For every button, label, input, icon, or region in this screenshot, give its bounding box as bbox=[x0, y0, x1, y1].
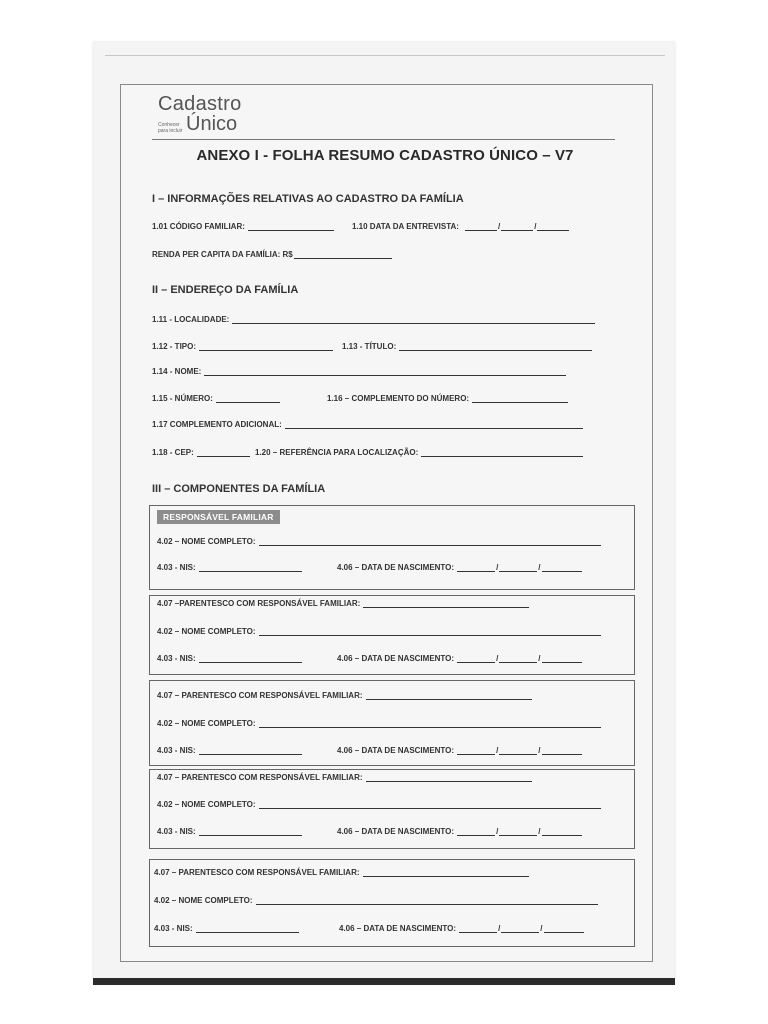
nis-input[interactable] bbox=[199, 654, 302, 663]
nis-label: 4.03 - NIS: bbox=[157, 746, 196, 755]
nome-completo-input[interactable] bbox=[259, 537, 601, 546]
member-1-nis-field bbox=[157, 563, 302, 572]
member-4-nascimento-field: 4.06 – DATA DE NASCIMENTO: / / bbox=[337, 827, 582, 836]
parentesco-input[interactable] bbox=[363, 599, 529, 608]
entrevista-day-input[interactable] bbox=[465, 222, 497, 231]
localidade-label: 1.11 - LOCALIDADE: bbox=[152, 315, 230, 324]
member-2-nis-field bbox=[157, 654, 302, 663]
section-1-title: I – INFORMAÇÕES RELATIVAS AO CADASTRO DA FAMÍLIA bbox=[152, 193, 464, 205]
complemento-adicional-field bbox=[152, 420, 583, 429]
complemento-numero-input[interactable] bbox=[472, 394, 568, 403]
nascimento-day-input[interactable] bbox=[457, 827, 495, 836]
member-3-parentesco-field bbox=[157, 691, 532, 700]
complemento-numero-label: 1.16 – COMPLEMENTO DO NÚMERO: bbox=[327, 394, 470, 403]
member-4-parentesco-field bbox=[157, 773, 532, 782]
nascimento-month-input[interactable] bbox=[499, 563, 537, 572]
nascimento-day-input[interactable] bbox=[457, 746, 495, 755]
tipo-field bbox=[152, 342, 333, 351]
member-2-parentesco-field bbox=[157, 599, 529, 608]
localidade-input[interactable] bbox=[232, 315, 595, 324]
nis-label: 4.03 - NIS: bbox=[157, 563, 196, 572]
localidade-field bbox=[152, 315, 595, 324]
referencia-input[interactable] bbox=[421, 448, 583, 457]
nome-completo-label: 4.02 – NOME COMPLETO: bbox=[154, 896, 253, 905]
nascimento-year-input[interactable] bbox=[542, 563, 582, 572]
paper-bottom-shadow bbox=[93, 978, 675, 985]
member-1-nome-field bbox=[157, 537, 601, 546]
nascimento-month-input[interactable] bbox=[499, 654, 537, 663]
nascimento-month-input[interactable] bbox=[499, 827, 537, 836]
complemento-numero-field bbox=[327, 394, 568, 403]
member-3-nis-field bbox=[157, 746, 302, 755]
logo-line1: Cadastro bbox=[158, 93, 242, 115]
cadastro-unico-logo bbox=[158, 94, 242, 134]
nascimento-month-input[interactable] bbox=[499, 746, 537, 755]
nis-label: 4.03 - NIS: bbox=[154, 924, 193, 933]
tipo-label: 1.12 - TIPO: bbox=[152, 342, 197, 351]
parentesco-label: 4.07 –PARENTESCO COM RESPONSÁVEL FAMILIAR: bbox=[157, 599, 361, 608]
logo-tagline: Conhecer para incluir bbox=[158, 122, 183, 134]
data-nascimento-label: 4.06 – DATA DE NASCIMENTO: bbox=[337, 563, 455, 572]
nascimento-day-input[interactable] bbox=[457, 654, 495, 663]
nome-completo-input[interactable] bbox=[259, 800, 601, 809]
renda-input[interactable] bbox=[294, 250, 392, 259]
complemento-adicional-label: 1.17 COMPLEMENTO ADICIONAL: bbox=[152, 420, 282, 429]
nascimento-day-input[interactable] bbox=[459, 924, 497, 933]
nome-completo-label: 4.02 – NOME COMPLETO: bbox=[157, 719, 256, 728]
nascimento-year-input[interactable] bbox=[542, 654, 582, 663]
member-2-nascimento-field: 4.06 – DATA DE NASCIMENTO: / / bbox=[337, 654, 582, 663]
nascimento-month-input[interactable] bbox=[501, 924, 539, 933]
member-4-nome-field bbox=[157, 800, 601, 809]
nome-completo-label: 4.02 – NOME COMPLETO: bbox=[157, 537, 256, 546]
title-divider bbox=[152, 139, 615, 140]
paper-top-edge bbox=[105, 55, 665, 56]
renda-field bbox=[152, 250, 392, 259]
nascimento-day-input[interactable] bbox=[457, 563, 495, 572]
nome-completo-input[interactable] bbox=[259, 719, 601, 728]
logo-line2: Único bbox=[186, 113, 238, 135]
titulo-label: 1.13 - TÍTULO: bbox=[342, 342, 397, 351]
entrevista-month-input[interactable] bbox=[501, 222, 533, 231]
parentesco-input[interactable] bbox=[366, 691, 532, 700]
referencia-label: 1.20 – REFERÊNCIA PARA LOCALIZAÇÃO: bbox=[255, 448, 419, 457]
nome-completo-label: 4.02 – NOME COMPLETO: bbox=[157, 627, 256, 636]
nome-completo-input[interactable] bbox=[259, 627, 601, 636]
nome-logradouro-label: 1.14 - NOME: bbox=[152, 367, 202, 376]
section-2-title: II – ENDEREÇO DA FAMÍLIA bbox=[152, 284, 299, 296]
data-nascimento-label: 4.06 – DATA DE NASCIMENTO: bbox=[337, 654, 455, 663]
member-4-nis-field bbox=[157, 827, 302, 836]
titulo-field bbox=[342, 342, 592, 351]
data-nascimento-label: 4.06 – DATA DE NASCIMENTO: bbox=[339, 924, 457, 933]
member-5-parentesco-field bbox=[154, 868, 529, 877]
nis-input[interactable] bbox=[196, 924, 299, 933]
nis-label: 4.03 - NIS: bbox=[157, 654, 196, 663]
member-3-nascimento-field: 4.06 – DATA DE NASCIMENTO: / / bbox=[337, 746, 582, 755]
data-nascimento-label: 4.06 – DATA DE NASCIMENTO: bbox=[337, 746, 455, 755]
member-1-nascimento-field: 4.06 – DATA DE NASCIMENTO: / / bbox=[337, 563, 582, 572]
cep-input[interactable] bbox=[197, 448, 250, 457]
referencia-field bbox=[255, 448, 583, 457]
section-3-title: III – COMPONENTES DA FAMÍLIA bbox=[152, 483, 326, 495]
entrevista-year-input[interactable] bbox=[537, 222, 569, 231]
parentesco-label: 4.07 – PARENTESCO COM RESPONSÁVEL FAMILIAR: bbox=[157, 691, 363, 700]
cep-field bbox=[152, 448, 250, 457]
nascimento-year-input[interactable] bbox=[542, 746, 582, 755]
numero-input[interactable] bbox=[216, 394, 280, 403]
document-title: ANEXO I - FOLHA RESUMO CADASTRO ÚNICO – V7 bbox=[196, 147, 574, 164]
member-5-nome-field bbox=[154, 896, 598, 905]
nome-logradouro-field bbox=[152, 367, 566, 376]
nome-logradouro-input[interactable] bbox=[204, 367, 566, 376]
data-entrevista-label: 1.10 DATA DA ENTREVISTA: bbox=[352, 222, 459, 231]
parentesco-label: 4.07 – PARENTESCO COM RESPONSÁVEL FAMILIAR: bbox=[154, 868, 360, 877]
member-5-nis-field bbox=[154, 924, 299, 933]
numero-field bbox=[152, 394, 280, 403]
nis-input[interactable] bbox=[199, 746, 302, 755]
nis-label: 4.03 - NIS: bbox=[157, 827, 196, 836]
nis-input[interactable] bbox=[199, 563, 302, 572]
complemento-adicional-input[interactable] bbox=[285, 420, 583, 429]
codigo-familiar-label: 1.01 CÓDIGO FAMILIAR: bbox=[152, 222, 245, 231]
nome-completo-label: 4.02 – NOME COMPLETO: bbox=[157, 800, 256, 809]
data-nascimento-label: 4.06 – DATA DE NASCIMENTO: bbox=[337, 827, 455, 836]
data-entrevista-field: 1.10 DATA DA ENTREVISTA: / / bbox=[352, 222, 569, 231]
member-3-nome-field bbox=[157, 719, 601, 728]
nascimento-year-input[interactable] bbox=[544, 924, 584, 933]
nome-completo-input[interactable] bbox=[256, 896, 598, 905]
nis-input[interactable] bbox=[199, 827, 302, 836]
titulo-input[interactable] bbox=[399, 342, 592, 351]
numero-label: 1.15 - NÚMERO: bbox=[152, 394, 213, 403]
member-5-nascimento-field: 4.06 – DATA DE NASCIMENTO: / / bbox=[339, 924, 584, 933]
responsavel-familiar-label: RESPONSÁVEL FAMILIAR bbox=[157, 510, 280, 524]
renda-label: RENDA PER CAPITA DA FAMÍLIA: R$ bbox=[152, 250, 293, 259]
parentesco-input[interactable] bbox=[363, 868, 529, 877]
parentesco-label: 4.07 – PARENTESCO COM RESPONSÁVEL FAMILIAR: bbox=[157, 773, 363, 782]
cep-label: 1.18 - CEP: bbox=[152, 448, 194, 457]
tipo-input[interactable] bbox=[199, 342, 333, 351]
member-2-nome-field bbox=[157, 627, 601, 636]
codigo-familiar-input[interactable] bbox=[248, 222, 334, 231]
codigo-familiar-field bbox=[152, 222, 334, 231]
parentesco-input[interactable] bbox=[366, 773, 532, 782]
nascimento-year-input[interactable] bbox=[542, 827, 582, 836]
